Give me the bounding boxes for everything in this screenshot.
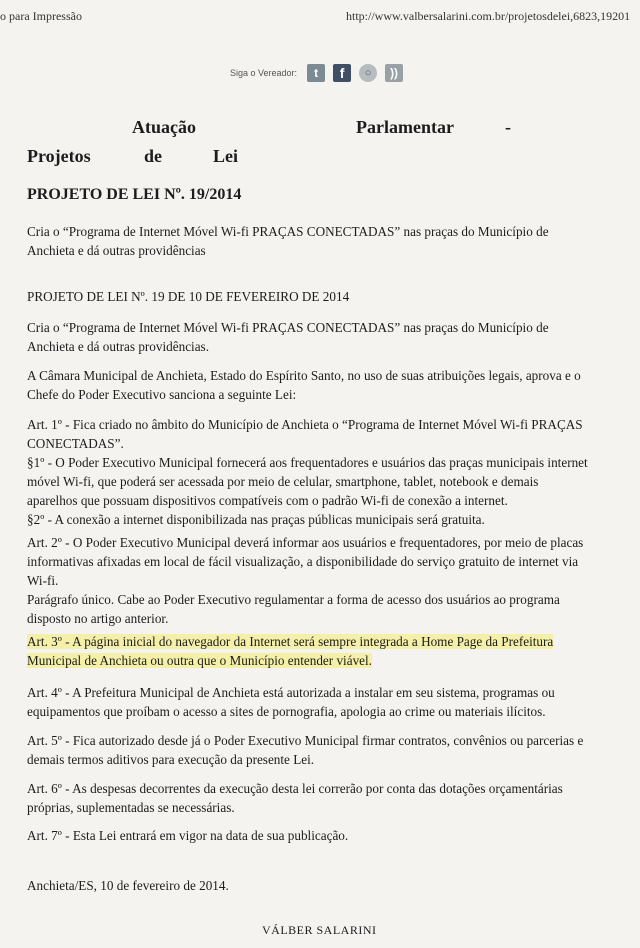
text-line: Art. 2º - O Poder Executivo Municipal deverá informar aos usuários e frequentadores, por meio de placas — [27, 535, 584, 550]
text-line: CONECTADAS”. — [27, 436, 124, 451]
signature-date: Anchieta/ES, 10 de fevereiro de 2014. — [27, 878, 229, 893]
project-number-heading: PROJETO DE LEI Nº. 19/2014 — [27, 186, 242, 203]
follow-bar — [230, 64, 403, 82]
text-line: informativas afixadas em local de fácil visualização, a disponibilidade do serviço gratuito de internet via — [27, 554, 579, 569]
utube-icon[interactable]: ○ — [359, 64, 377, 82]
text-line: demais termos aditivos para execução da presente Lei. — [27, 752, 315, 767]
text-line: próprias, suplementadas se necessárias. — [27, 800, 235, 815]
text-line: Art. 1º - Fica criado no âmbito do Município de Anchieta o “Programa de Internet Móvel Wi-fi PRAÇAS — [27, 417, 583, 432]
text-line: Art. 5º - Fica autorizado desde já o Poder Executivo Municipal firmar contratos, convênios ou parcerias e — [27, 733, 584, 748]
text-line: §1º - O Poder Executivo Municipal fornecerá aos frequentadores e usuários das praças municipais internet — [27, 455, 588, 470]
text-line: equipamentos que proíbam o acesso a sites de pornografia, apologia ao crime ou materiais ilícitos. — [27, 704, 546, 719]
text-line: Art. 7º - Esta Lei entrará em vigor na data de sua publicação. — [27, 828, 349, 843]
title-word-atuacao: Atuação — [132, 117, 196, 137]
text-line: Parágrafo único. Cabe ao Poder Executivo regulamentar a forma de acesso dos usuários ao programa — [27, 592, 560, 607]
title-dash: - — [505, 117, 511, 137]
page-url[interactable]: http://www.valbersalarini.com.br/projetosdelei,6823,19201 — [346, 9, 631, 23]
text-line: aparelhos que possuam dispositivos compatíveis com o padrão Wi-fi de conexão a internet. — [27, 493, 508, 508]
article-7 — [27, 826, 627, 845]
follow-label: Siga o Vereador: — [230, 68, 298, 78]
text-line — [27, 632, 627, 651]
article-4 — [27, 683, 627, 721]
article-2 — [27, 533, 627, 628]
signature-name: VÁLBER SALARINI — [262, 923, 377, 937]
rss-icon[interactable]: )) — [385, 64, 403, 82]
facebook-icon[interactable]: f — [333, 64, 351, 82]
article-1 — [27, 415, 627, 529]
text-line: §2º - A conexão a internet disponibilizada nas praças públicas municipais será gratuita. — [27, 512, 485, 527]
text-line: móvel Wi-fi, que poderá ser acessada por meio de celular, smartphone, tablet, notebook e demais — [27, 474, 539, 489]
print-label: o para Impressão — [0, 9, 82, 23]
title-word-de: de — [144, 146, 162, 166]
text-line: Chefe do Poder Executivo sanciona a seguinte Lei: — [27, 387, 297, 402]
highlighted-text: Art. 3º - A página inicial do navegador da Internet será sempre integrada a Home Page da Prefeitura — [27, 634, 554, 649]
law-title: PROJETO DE LEI Nº. 19 DE 10 DE FEVEREIRO DE 2014 — [27, 289, 350, 304]
article-3 — [27, 632, 627, 670]
text-line: Cria o “Programa de Internet Móvel Wi-fi PRAÇAS CONECTADAS” nas praças do Município de — [27, 320, 549, 335]
text-line: Wi-fi. — [27, 573, 59, 588]
title-word-projetos: Projetos — [27, 146, 91, 166]
text-line — [27, 651, 627, 670]
text-line: A Câmara Municipal de Anchieta, Estado do Espírito Santo, no uso de suas atribuições legais, aprova e o — [27, 368, 581, 383]
text-line: Art. 6º - As despesas decorrentes da execução desta lei correrão por conta das dotações orçamentárias — [27, 781, 563, 796]
text-line: Anchieta e dá outras providências. — [27, 339, 209, 354]
highlighted-text: Municipal de Anchieta ou outra que o Município entender viável. — [27, 653, 372, 668]
article-5 — [27, 731, 627, 769]
text-line: Anchieta e dá outras providências — [27, 243, 206, 258]
text-line: disposto no artigo anterior. — [27, 611, 169, 626]
summary-paragraph-2 — [27, 318, 627, 356]
twitter-icon[interactable]: t — [307, 64, 325, 82]
text-line: Art. 4º - A Prefeitura Municipal de Anchieta está autorizada a instalar em seu sistema, programas ou — [27, 685, 555, 700]
article-6 — [27, 779, 627, 817]
summary-paragraph — [27, 222, 627, 260]
text-line: Cria o “Programa de Internet Móvel Wi-fi PRAÇAS CONECTADAS” nas praças do Município de — [27, 224, 549, 239]
preamble-paragraph — [27, 366, 627, 404]
title-word-lei: Lei — [213, 146, 238, 166]
title-word-parlamentar: Parlamentar — [356, 117, 454, 137]
